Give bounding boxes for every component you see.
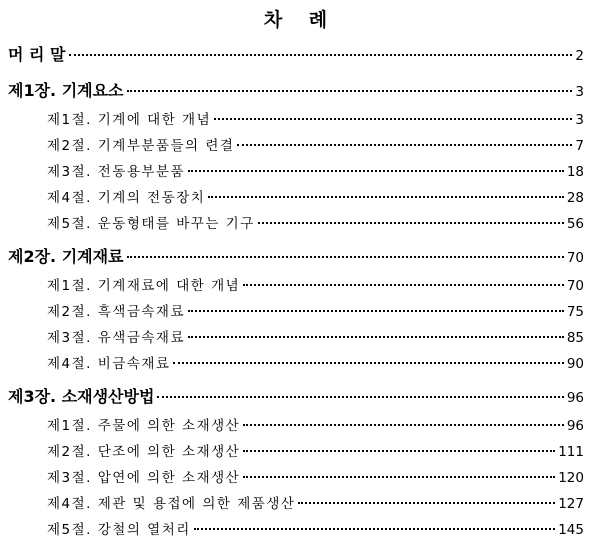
toc-section [47,440,584,460]
toc-chapter [8,244,584,267]
dot-leader [258,222,564,224]
toc-page-number: 111 [558,444,584,460]
toc-label: 제1절. 기계재료에 대한 개념 [47,278,241,294]
toc-label: 제1절. 기계에 대한 개념 [47,112,212,128]
dot-leader [173,362,563,364]
toc-page-number: 70 [566,278,584,294]
toc-section [47,518,584,538]
toc-label: 제2절. 단조에 의한 소재생산 [47,444,241,460]
toc-label: 제4절. 비금속재료 [47,356,171,372]
toc-label: 제1절. 주물에 의한 소재생산 [47,418,241,434]
toc-section [47,108,584,128]
toc-page-number: 120 [558,470,584,486]
dot-leader [208,196,563,198]
toc-section [47,160,584,180]
toc-page-number: 127 [558,496,584,512]
toc-page-number: 90 [566,356,584,372]
dot-leader [188,310,564,312]
dot-leader [157,396,563,398]
dot-leader [243,476,555,478]
toc-label: 제3절. 압연에 의한 소재생산 [47,470,241,486]
toc-page-number: 85 [566,330,584,346]
toc-label: 제4절. 제관 및 용접에 의한 제품생산 [47,496,296,512]
toc-label: 제5절. 강철의 열처리 [47,522,191,538]
toc-chapter [8,42,584,65]
dot-leader [188,336,564,338]
toc-section [47,492,584,512]
toc-chapter [8,384,584,407]
toc-page-number: 2 [575,48,584,64]
dot-leader [188,170,564,172]
toc-title: 차 례 [263,9,338,31]
dot-leader [127,256,564,258]
toc-page-number: 18 [566,164,584,180]
toc-section [47,352,584,372]
toc-label: 머 리 말 [8,45,66,64]
toc-label: 제2절. 기계부분품들의 련결 [47,138,235,154]
toc-page-number: 56 [566,216,584,232]
toc-section [47,212,584,232]
toc-label: 제3장. 소재생산방법 [8,387,155,406]
dot-leader [298,502,555,504]
toc-section [47,466,584,486]
dot-leader [127,90,573,92]
toc-section [47,274,584,294]
toc-label: 제4절. 기계의 전동장치 [47,190,206,206]
toc-label: 제2절. 흑색금속재료 [47,304,185,320]
toc-label: 제1장. 기계요소 [8,81,124,100]
dot-leader [69,54,573,56]
toc-label: 제3절. 전동용부분품 [47,164,185,180]
dot-leader [194,528,555,530]
toc-page-number: 75 [566,304,584,320]
toc-page-number: 3 [575,112,584,128]
dot-leader [243,450,555,452]
toc-label: 제5절. 운동형태를 바꾸는 기구 [47,216,255,232]
toc-page-number: 96 [566,390,584,406]
toc-page-number: 145 [558,522,584,538]
toc-page-number: 3 [575,84,584,100]
toc-section [47,186,584,206]
toc-page-number: 28 [566,190,584,206]
toc-page-number: 7 [575,138,584,154]
toc-section [47,134,584,154]
toc-section [47,414,584,434]
toc-section [47,300,584,320]
dot-leader [214,118,572,120]
toc-page-number: 70 [566,250,584,266]
toc-label: 제2장. 기계재료 [8,247,124,266]
toc-section [47,326,584,346]
dot-leader [243,284,564,286]
toc-chapter [8,78,584,101]
dot-leader [237,144,572,146]
toc-label: 제3절. 유색금속재료 [47,330,185,346]
dot-leader [243,424,564,426]
toc-page-number: 96 [566,418,584,434]
